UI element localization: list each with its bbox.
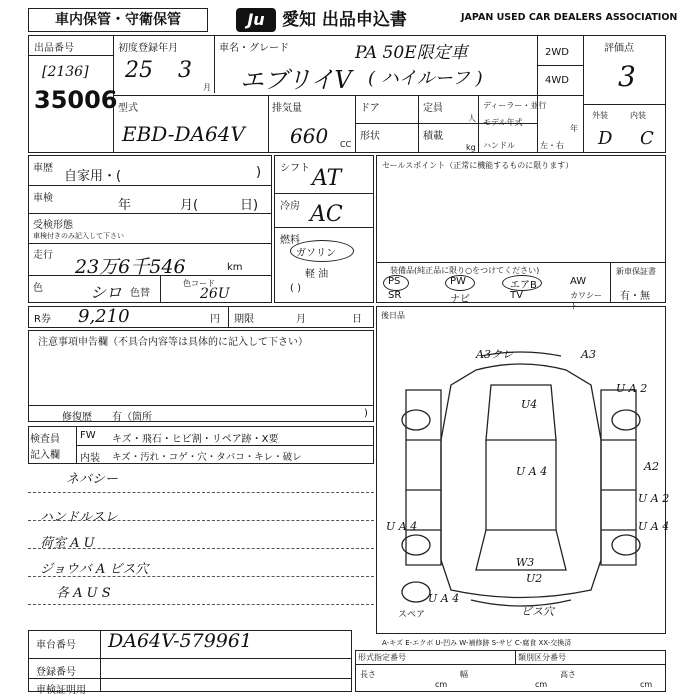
equipment-item-top-3: AW (570, 276, 587, 287)
sales-point-label: セールスポイント（正常に機能するものに限ります） (382, 161, 574, 170)
mark-ua2-right: U A 2 (638, 492, 670, 505)
shift-value: AT (312, 166, 342, 191)
mark-w3: W3 (516, 556, 535, 569)
exterior-label: 外装 (592, 111, 608, 120)
ju-logo: Ju (236, 8, 276, 32)
load-label: 積載 (423, 131, 443, 142)
dealer-label: ディーラー・並行 (483, 101, 547, 110)
registration-label: 初度登録年月 (118, 43, 178, 54)
mark-a3: A3 (581, 348, 596, 361)
door-label: ドア (360, 103, 380, 114)
inspector-label: 検査員 (30, 434, 60, 445)
inspection-month: 月( (180, 198, 199, 213)
mileage-label: 走行 (33, 250, 53, 261)
mark-a2-right: A2 (644, 460, 659, 473)
fuel-label: 燃料 (280, 235, 300, 246)
damage-legend: A-キズ E-エクボ U-凹み W-補修跡 S-サビ C-腐食 XX-交換済 (382, 639, 572, 647)
model-grade: PA 50E限定車 (355, 43, 468, 63)
score-value: 3 (618, 60, 636, 93)
interior-score: C (640, 128, 654, 149)
import-label: 受検形態 (33, 220, 73, 231)
cc-unit: CC (340, 140, 352, 149)
storage-label: 車内保管・守衛保管 (28, 8, 208, 32)
period-label: 期限 (234, 314, 254, 325)
ac-value: AC (310, 202, 343, 227)
recycle-unit: 円 (210, 314, 220, 325)
equipment-item-bottom-2: TV (510, 290, 523, 301)
equipment-item-top-1: PW (450, 276, 466, 287)
mark-a3-kure: A3クレ (476, 348, 513, 361)
equipment-circle-ps (383, 275, 409, 291)
history-value: 自家用・( (64, 169, 122, 184)
note-line-5: 各 A U S (56, 586, 111, 601)
inspector-exterior-codes: キズ・飛石・ヒビ割・リペア跡・X要 (112, 434, 279, 445)
note-line-4: ジョウバ A ビス穴 (40, 562, 149, 577)
spec-shape-label: 形式指定番号 (358, 653, 406, 662)
note-line-3: 荷室 A U (40, 536, 95, 551)
model-type: EBD-DA64V (122, 122, 245, 146)
interior-label: 内装 (630, 111, 646, 120)
displacement-value: 660 (290, 124, 329, 148)
warranty-value: 有・無 (620, 291, 650, 302)
equipment-item-bottom-1: ナビ (450, 294, 470, 305)
model-year-unit: 年 (570, 124, 578, 133)
registration-year: 25 (125, 58, 153, 83)
mark-spare: スペア (398, 610, 426, 620)
registration-month: 3 (178, 58, 192, 83)
model-year-label: モデル年式 (483, 118, 523, 127)
load-unit: kg (466, 143, 476, 152)
lot-label: 出品番号 (34, 43, 74, 54)
mark-bis-ana: ビス穴 (521, 605, 554, 618)
displacement-label: 排気量 (272, 103, 302, 114)
handle-lr: 左・右 (540, 141, 564, 150)
mark-ua2-front: U A 2 (616, 382, 648, 395)
recycle-label: R券 (34, 314, 51, 325)
mileage-unit: km (227, 262, 243, 273)
equipment-circle-pw (445, 275, 475, 291)
mark-u4-roof: U4 (521, 398, 538, 411)
color-value: シロ (90, 283, 123, 302)
equipment-item-top-0: PS (388, 276, 401, 287)
inspector-fw: FW (80, 430, 96, 441)
spec-cm-3: cm (640, 680, 653, 689)
notes-label: 注意事項申告欄（不具合内容等は具体的に記入して下さい） (38, 337, 308, 348)
equipment-item-top-2: エアB (510, 280, 537, 291)
association-name: JAPAN USED CAR DEALERS ASSOCIATION (461, 12, 678, 23)
note-line-1: ネバシー (66, 472, 118, 487)
mark-ua4-left: U A 4 (386, 520, 418, 533)
repair-value: 有（箇所 (112, 412, 152, 423)
exterior-score: D (598, 128, 613, 149)
form-title: 愛知 出品申込書 (282, 10, 407, 30)
fuel-diesel: 軽 油 (305, 269, 329, 280)
type-label: 型式 (118, 103, 138, 114)
mileage-value: 23万6千546 (75, 256, 186, 278)
equipment-row-2 (382, 290, 608, 311)
drive-4wd: 4WD (545, 75, 569, 86)
equipment-item-bottom-0: SR (388, 290, 402, 301)
inspector-interior-label: 内装 (80, 453, 100, 464)
drive-2wd: 2WD (545, 47, 569, 58)
chassis-label: 車台番号 (36, 640, 76, 651)
color-change-label: 色替 (130, 288, 150, 299)
inspection-label: 車検 (33, 193, 53, 204)
fuel-other: ( ) (290, 283, 301, 294)
model-name-label: 車名・グレード (219, 43, 289, 54)
inspector-interior-codes: キズ・汚れ・コゲ・穴・タバコ・キレ・破レ (112, 452, 302, 463)
inspector-label-2: 記入欄 (30, 450, 60, 461)
color-code-label: 色コード (183, 279, 215, 288)
spec-cm-1: cm (435, 680, 448, 689)
model-roof: ( ハイルーフ ) (368, 68, 483, 89)
note-line-2: ハンドルスレ (40, 510, 118, 525)
car-damage-diagram (376, 330, 670, 630)
mark-ua4-spare: U A 4 (428, 592, 460, 605)
shape-label: 形状 (360, 131, 380, 142)
mark-u2: U2 (526, 572, 543, 585)
spec-height-label: 高さ (560, 670, 576, 679)
capacity-label: 定員 (423, 103, 443, 114)
repair-close: ) (364, 408, 368, 419)
color-code: 26U (200, 286, 230, 302)
ac-label: 冷房 (280, 201, 300, 212)
history-label: 車歴 (33, 163, 53, 174)
equipment-item-bottom-3: カワシート (570, 291, 602, 311)
reg-number-label: 登録番号 (36, 667, 76, 678)
fuel-gasoline: ガソリン (296, 248, 336, 259)
spec-width-label: 幅 (460, 670, 468, 679)
inspection-cert-label: 車検証明用 (36, 685, 86, 696)
lot-number: 35006 (34, 86, 118, 114)
month-unit: 月 (203, 83, 211, 92)
mark-ua4-right: U A 4 (638, 520, 670, 533)
capacity-unit: 人 (468, 114, 476, 123)
spec-class-label: 類別区分番号 (518, 653, 566, 662)
chassis-number: DA64V-579961 (108, 630, 253, 652)
equipment-row-1 (382, 276, 608, 290)
mark-ua4-center: U A 4 (516, 465, 548, 478)
spec-cm-2: cm (535, 680, 548, 689)
inspection-year: 年 (118, 198, 132, 213)
spec-length-label: 長さ (360, 670, 376, 679)
period-day: 日 (352, 314, 362, 325)
recycle-value: 9,210 (78, 306, 130, 327)
warranty-label: 新車保証書 (616, 267, 656, 276)
import-note: 車検付きのみ記入して下さい (33, 232, 124, 240)
score-label: 評価点 (604, 43, 634, 54)
after-label: 後日品 (381, 311, 405, 320)
equipment-circle-airbag (502, 275, 542, 291)
history-close: ) (256, 165, 262, 180)
equipment-label: 装備品(純正品に限り○をつけてください) (390, 266, 540, 275)
handle-label: ハンドル (483, 141, 515, 150)
repair-label: 修復歴 (62, 412, 92, 423)
model-name: エブリイV (240, 66, 352, 94)
inspection-day: 日) (240, 198, 259, 213)
color-label: 色 (33, 283, 43, 294)
period-month: 月 (296, 314, 306, 325)
shift-label: シフト (280, 163, 310, 174)
lot-bracket: [2136] (42, 64, 89, 80)
